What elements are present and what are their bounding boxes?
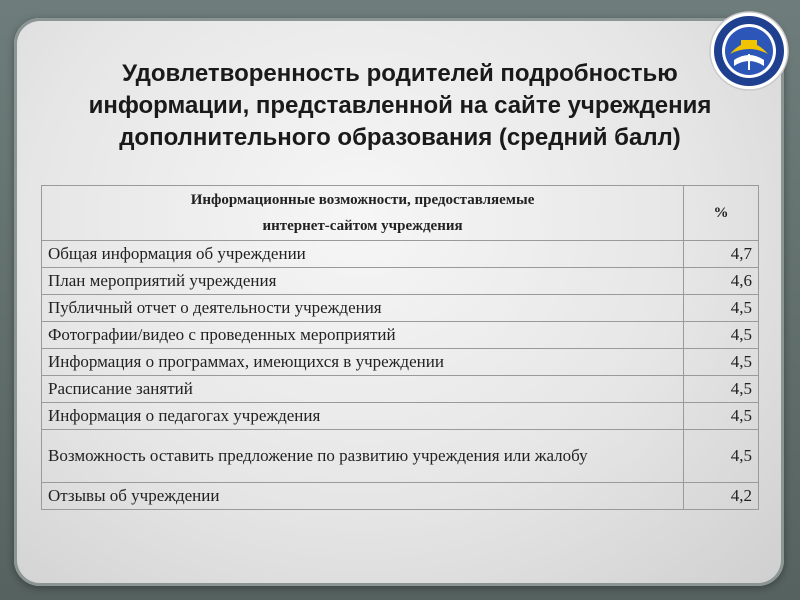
row-value: 4,5	[684, 403, 759, 430]
slide-title	[40, 58, 760, 154]
row-name: Информация о программах, имеющихся в учреждении	[42, 349, 684, 376]
table-row	[42, 322, 759, 349]
row-value: 4,5	[684, 349, 759, 376]
table-row	[42, 268, 759, 295]
row-value: 4,2	[684, 483, 759, 510]
table-row	[42, 295, 759, 322]
row-value: 4,5	[684, 322, 759, 349]
header-name-line-1: Информационные возможности, предоставляемые	[190, 192, 535, 208]
row-value: 4,6	[684, 268, 759, 295]
title-line-2: информации, представленной на сайте учреждения	[88, 92, 712, 119]
table-row	[42, 430, 759, 483]
table-row	[42, 349, 759, 376]
table-row	[42, 376, 759, 403]
title-line-3: дополнительного образования (средний балл)	[119, 124, 681, 151]
row-name: Возможность оставить предложение по развитию учреждения или жалобу	[42, 430, 684, 483]
row-value: 4,7	[684, 241, 759, 268]
row-name: Расписание занятий	[42, 376, 684, 403]
table-row	[42, 483, 759, 510]
row-name: Общая информация об учреждении	[42, 241, 684, 268]
row-name: Отзывы об учреждении	[42, 483, 684, 510]
row-value: 4,5	[684, 376, 759, 403]
row-value: 4,5	[684, 295, 759, 322]
row-name: План мероприятий учреждения	[42, 268, 684, 295]
header-name-cell	[42, 186, 684, 241]
table-row	[42, 403, 759, 430]
row-value: 4,5	[684, 430, 759, 483]
table-header-row	[42, 186, 759, 241]
row-name: Фотографии/видео с проведенных мероприятий	[42, 322, 684, 349]
header-value-cell: %	[684, 186, 759, 241]
header-name-line-2: интернет-сайтом учреждения	[262, 218, 463, 234]
row-name: Публичный отчет о деятельности учреждения	[42, 295, 684, 322]
row-name: Информация о педагогах учреждения	[42, 403, 684, 430]
title-line-1: Удовлетворенность родителей подробностью	[122, 60, 678, 87]
table-row	[42, 241, 759, 268]
info-table	[41, 185, 759, 510]
